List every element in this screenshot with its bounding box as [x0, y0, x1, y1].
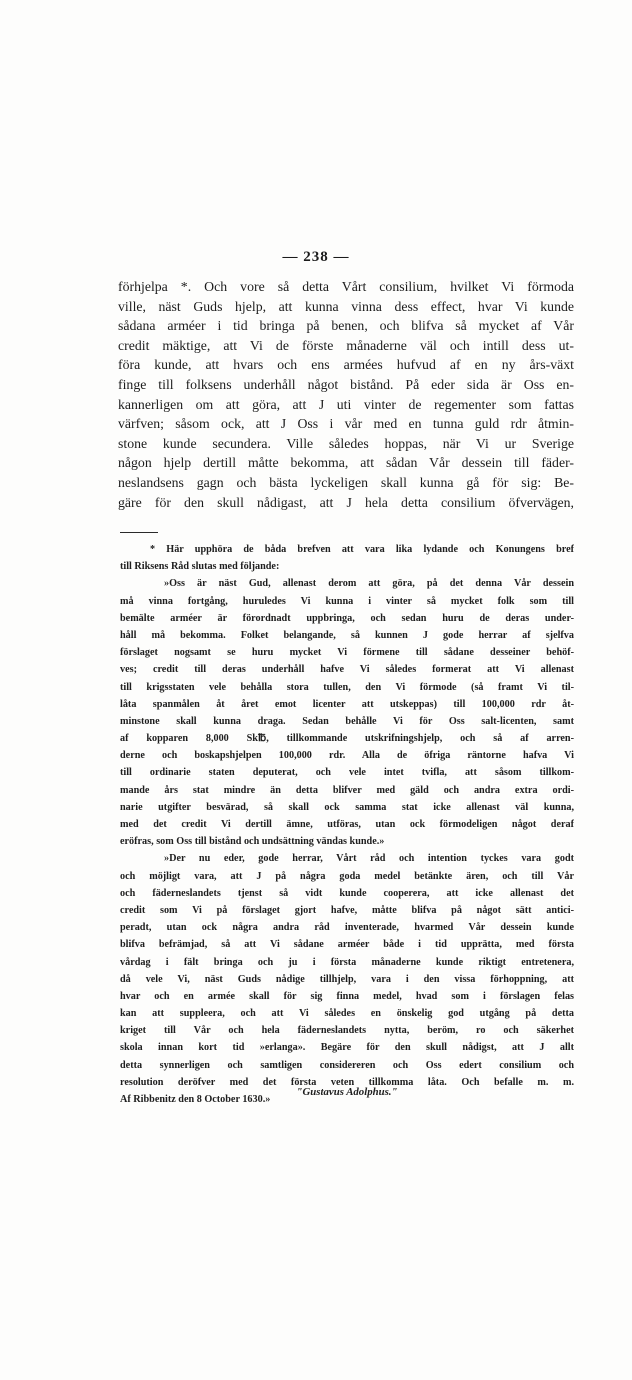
text-line: credit mäktige, att Vi de förste månaderne väl och intill dess ut-: [118, 337, 574, 353]
signature: "Gustavus Adolphus.": [296, 1086, 398, 1098]
text-line: sådana arméer i tid bringa på benen, och blifva så mycket af Vår: [118, 318, 574, 334]
footnote-line: peradt, utan ock några andra råd inventerade, hvarmed Vår dessein kunde: [120, 922, 574, 934]
footnote-line: »Oss är näst Gud, allenast derom att göra, på det denna Vår dessein: [164, 578, 574, 590]
footnote-line: ves; credit till deras underhåll hafve Vi således formerat att Vi allenast: [120, 664, 574, 676]
text-line: kannerligen om att göra, att J uti vinter de regementer som fattas: [118, 396, 574, 412]
footnote-line: håll må bekomma. Folket belangande, så kunnen J gode herrar af sjelfva: [120, 629, 574, 641]
footnote-line: och möjligt vara, att J på några goda medel betänkte ären, och till Vår: [120, 870, 574, 882]
footnote-line: skola innan kort tid »erlanga». Begäre för den skull nådigst, att J allt: [120, 1042, 574, 1054]
footnote-line: * Här upphöra de båda brefven att vara lika lydande och Konungens bref: [150, 544, 574, 555]
footnote-separator: [120, 532, 158, 533]
text-line: neslandsens gagn och bästa lyckeligen skall kunna gå för sig: Be-: [118, 474, 574, 490]
text-line: ville, näst Guds hjelp, att kunna vinna dess effect, hvar Vi kunde: [118, 298, 574, 314]
footnote: [120, 541, 574, 1108]
footnote-line: mande års stat mindre än detta blifver med gäld och andra extra ordi-: [120, 784, 574, 796]
text-line: gäre för den skull nådigast, att J hela detta consilium öfvervägen,: [118, 494, 574, 510]
footnote-line: minstone skall kunna draga. Sedan behålle Vi för Oss salt-licenten, samt: [120, 715, 574, 727]
footnote-line: »Der nu eder, gode herrar, Vårt råd och intention tyckes vara godt: [164, 853, 574, 865]
footnote-line: låta spanmålen åt året emot licenter att utskeppas) till 100,000 rdr åt-: [120, 698, 574, 710]
footnote-line: kan att suppleera, och att Vi således en önskelig god utgång på detta: [120, 1008, 574, 1020]
footnote-line: resolution deröfver med det första veten tillkomma låta. Och befalle m. m.: [120, 1076, 574, 1088]
footnote-line: blifva befrämjad, så att Vi sådane arméer både i tid upprätta, med första: [120, 939, 574, 951]
footnote-line: narie utgifter besvärad, så skall ock samma stat icke allenast väl kunna,: [120, 801, 574, 813]
footnote-line: till Riksens Råd slutas med följande:: [120, 561, 280, 573]
page-number: — 238 —: [282, 249, 350, 265]
text-line: någon hjelp dertill måtte bekomma, att sådan Vår dessein till fäder-: [118, 455, 574, 471]
footnote-line: kriget till Vår och hela fäderneslandets nytta, beröm, ro och säkerhet: [120, 1025, 574, 1037]
footnote-line: vårdag i fält bringa och ju i första månaderne kunde riktigt entretenera,: [120, 956, 574, 968]
footnote-line: till ordinarie staten deputerat, och vele intet tvifla, att såsom tillkom-: [120, 767, 574, 779]
text-line: värfven; såsom ock, att J Oss i vår med en tunna guld rdr åtmin-: [118, 416, 574, 432]
footnote-line: med det credit Vi dertill ämne, utföras, utan ock förmodeligen något deraf: [120, 819, 574, 830]
footnote-line: till krigsstaten vele behålla stora tullen, den Vi förmode (så framt Vi til-: [120, 681, 574, 693]
footnote-line: detta synnerligen och samtligen considereren och Oss edert consilium och: [120, 1059, 574, 1071]
text-line: förhjelpa *. Och vore så detta Vårt consilium, hvilket Vi förmoda: [118, 279, 574, 294]
footnote-line: Af Ribbenitz den 8 October 1630.»: [120, 1094, 271, 1105]
footnote-line: eröfras, som Oss till bistånd och undsättning vändas kunde.»: [120, 836, 385, 848]
main-text: [118, 277, 574, 512]
text-line: finge till folksens underhåll något bistånd. På eder sida är Oss en-: [118, 376, 574, 392]
text-line: föra kunde, att hvars och ens armées hufvud af en ny års-växt: [118, 357, 574, 373]
footnote-line: derne och boskapshjelpen 100,000 rdr. Alla de öfriga räntorne hafva Vi: [120, 750, 574, 762]
footnote-line: credit som Vi på förslaget gjort hafve, måtte blifva på något sätt antici-: [120, 904, 574, 916]
footnote-line: hvar och en armée skall för sig finna medel, hvad som i förslagen felas: [120, 990, 574, 1002]
text-line: stone kunde secundera. Ville således hoppas, när Vi ur Sverige: [118, 435, 574, 451]
footnote-line: och fäderneslandets tjenst så vidt kunde cooperera, att icke allenast det: [120, 887, 574, 899]
footnote-line: då vele Vi, näst Guds nådige tillhjelp, vara i den vissa förhoppning, att: [120, 973, 574, 985]
footnote-line: må vinna fortgång, huruledes Vi kunna i vinter så mycket folk som till: [120, 595, 574, 607]
footnote-line: af kopparen 8,000 Sk℔, tillkommande utskrifningshjelp, och så af arren-: [120, 733, 574, 745]
footnote-line: förslaget nogsamt se huru mycket Vi förmene till sådane desseiner behöf-: [120, 647, 574, 659]
footnote-line: bemälte arméer är förordnadt uppbringa, och sedan huru de deras under-: [120, 612, 574, 624]
